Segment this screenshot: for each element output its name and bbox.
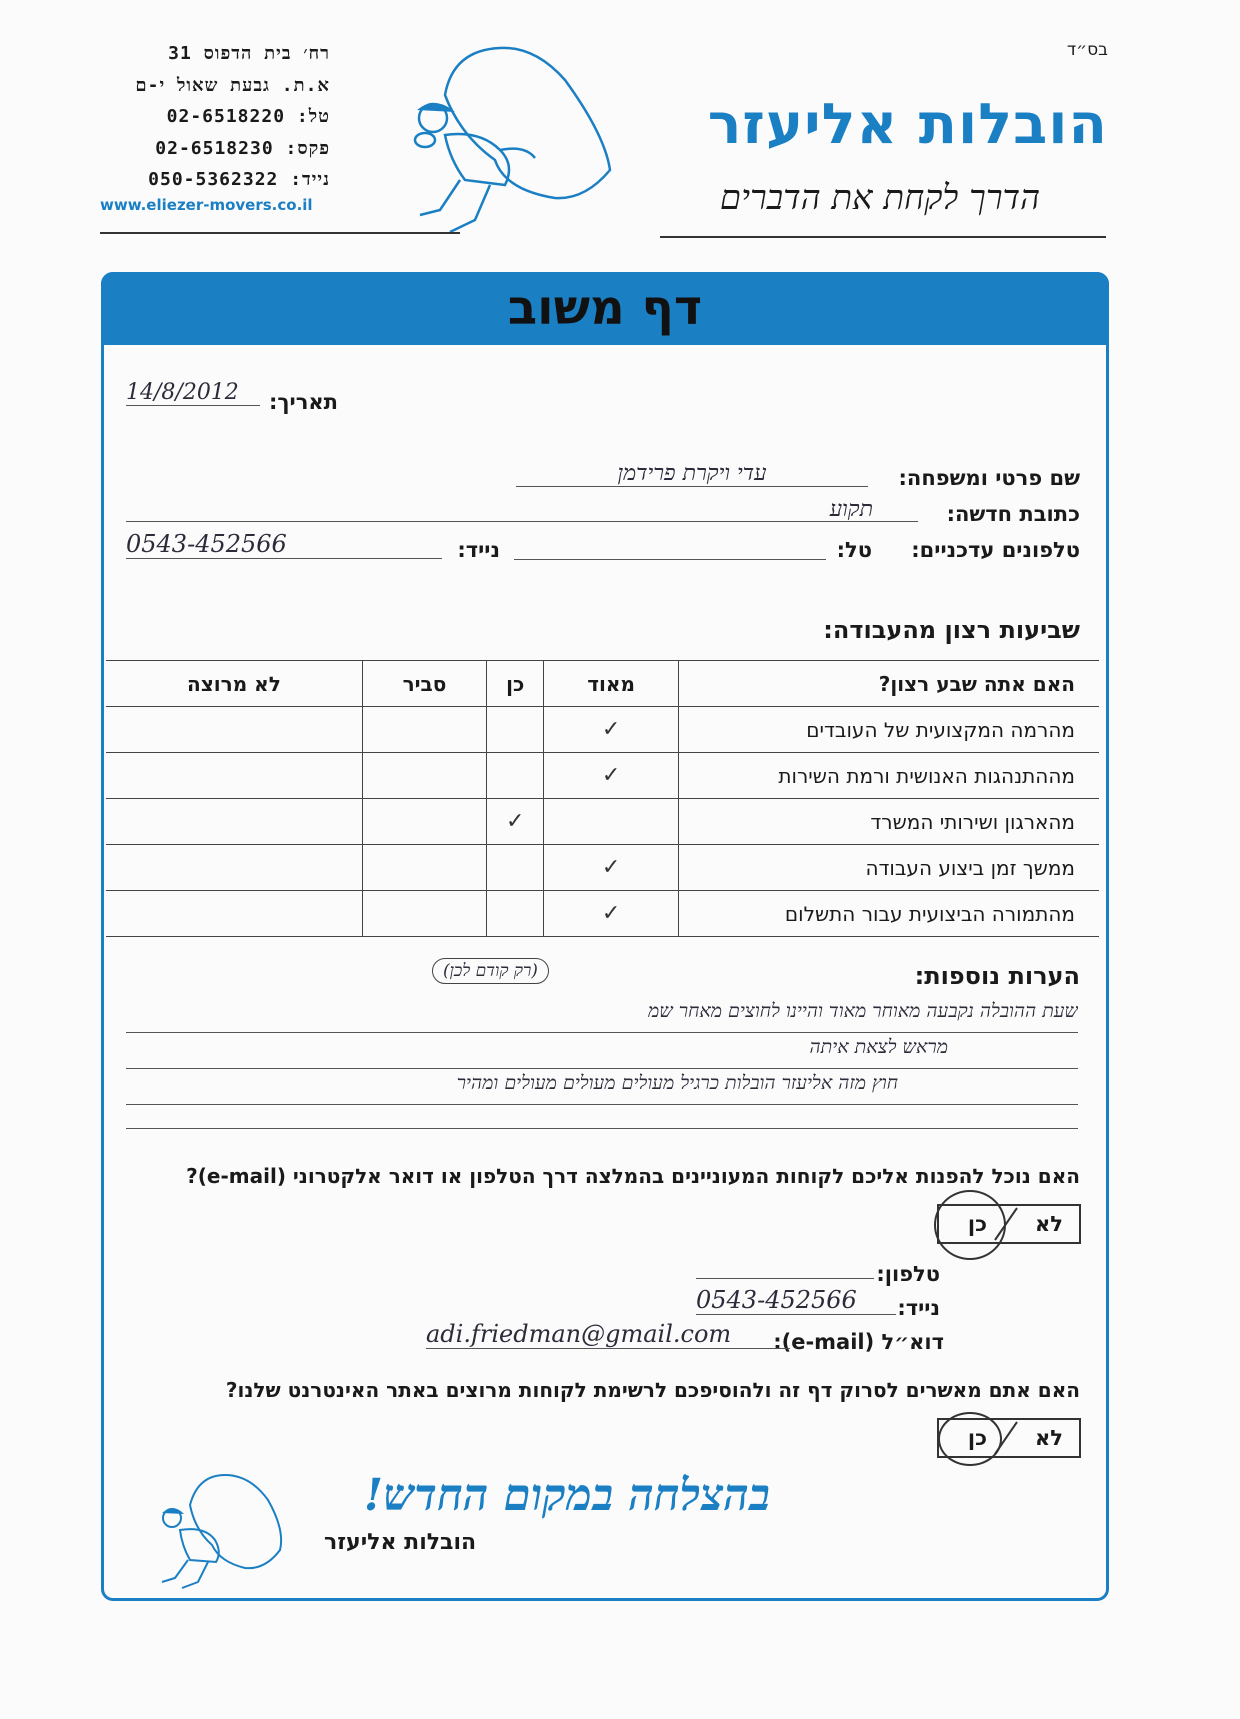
contact-mobile: נייד: 050-5362322 [148,169,330,190]
referral-phone-field[interactable] [696,1254,874,1279]
row-label: ממשך זמן ביצוע העבודה [679,845,1100,891]
comment-line-2[interactable] [126,1036,1078,1069]
referral-phone-label: טלפון: [876,1262,940,1286]
col-not-satisfied: לא מרוצה [106,661,362,707]
mover-mascot-small-logo [150,1470,290,1590]
mark-cell[interactable] [106,753,362,799]
date-label: תאריך: [269,390,338,414]
footer-signature: הובלות אליעזר [324,1530,477,1555]
tel-field[interactable] [514,534,826,560]
comment-annotation: (רק קודם לכן) [432,958,549,984]
referral-email-label: דוא״ל (e-mail): [773,1330,944,1354]
consent-no-option[interactable]: לא [1035,1426,1063,1450]
mark-cell[interactable] [362,799,486,845]
date-field[interactable]: 14/8/2012 [126,380,260,406]
satisfaction-table [106,660,1099,937]
table-row [106,753,1099,799]
mark-cell[interactable]: ✓ [544,707,679,753]
mark-cell[interactable]: ✓ [544,753,679,799]
mark-cell[interactable] [106,891,362,937]
mark-cell[interactable] [106,799,362,845]
form-title: דף משוב [507,280,703,336]
mark-cell[interactable] [362,891,486,937]
mark-cell[interactable] [487,845,544,891]
table-header-row [106,661,1099,707]
bsd-mark: בס״ד [1066,40,1108,60]
mark-cell[interactable]: ✓ [544,845,679,891]
mark-cell[interactable] [487,753,544,799]
address-label: כתובת חדשה: [946,502,1080,526]
referral-email-field[interactable]: adi.friedman@gmail.com [426,1320,790,1349]
contact-phone: טל: 02-6518220 [166,106,330,127]
contact-info [100,38,330,196]
mark-cell[interactable] [487,707,544,753]
comment-line-4[interactable] [126,1128,1078,1129]
mark-cell[interactable] [487,891,544,937]
mark-cell[interactable] [106,707,362,753]
comments-heading: הערות נוספות: [914,962,1080,990]
mark-cell[interactable] [362,845,486,891]
table-row [106,845,1099,891]
comment-line-3[interactable] [126,1072,1078,1105]
tel-label: טל: [836,538,872,562]
header-divider-right [660,236,1106,238]
footer-greeting: בהצלחה במקום החדש! [363,1470,770,1521]
consent-question: האם אתם מאשרים לסרוק דף זה ולהוסיפכם לרשימת לקוחות מרוצים באתר האינטרנט שלנו? [225,1378,1080,1402]
mark-cell[interactable] [106,845,362,891]
brand-name: הובלות אליעזר [707,92,1108,157]
website-link[interactable]: www.eliezer-movers.co.il [100,196,313,214]
mover-mascot-logo [405,40,625,240]
name-field[interactable]: עדי ויקרת פרידמן [516,460,868,487]
consent-yes-option[interactable]: כן [967,1426,987,1450]
phones-label: טלפונים עדכניים: [911,538,1080,562]
row-label: מהארגון ושירותי המשרד [679,799,1100,845]
row-label: מהרמה המקצועית של העובדים [679,707,1100,753]
col-very: מאוד [544,661,679,707]
mark-cell[interactable]: ✓ [544,891,679,937]
row-label: מההתנהגות האנושית ורמת השירות [679,753,1100,799]
mark-cell[interactable]: ✓ [487,799,544,845]
referral-no-option[interactable]: לא [1035,1212,1063,1236]
mark-cell[interactable] [362,707,486,753]
address-value: תקוע [829,497,873,522]
slogan: הדרך לקחת את הדברים [719,178,1040,218]
col-yes: כן [487,661,544,707]
referral-yes-circle [934,1190,1006,1260]
table-row [106,707,1099,753]
referral-mobile-label: נייד: [897,1296,940,1320]
col-reasonable: סביר [362,661,486,707]
consent-yes-circle [938,1412,1002,1466]
col-question: האם אתה שבע רצון? [679,661,1100,707]
header-divider-left [100,232,460,234]
referral-yes-option[interactable]: כן [967,1212,987,1236]
contact-area: א.ת. גבעת שאול י-ם [135,74,330,96]
comment-line-2-text: מראש לצאת איתה [809,1036,948,1058]
address-field[interactable] [126,496,918,522]
mobile-field[interactable]: 0543-452566 [126,530,442,559]
contact-fax: פקס: 02-6518230 [155,137,330,159]
contact-address: רח׳ בית הדפוס 31 [168,43,330,64]
mark-cell[interactable] [544,799,679,845]
satisfaction-heading: שביעות רצון מהעבודה: [823,616,1080,644]
row-label: מהתמורה הביצועית עבור התשלום [679,891,1100,937]
table-row [106,799,1099,845]
comment-line-3-text: חוץ מזה אליעזר הובלות כרגיל מעולים מעולים מעולים ומהיר [456,1072,898,1094]
mark-cell[interactable] [362,753,486,799]
comment-line-1[interactable]: שעת ההובלה נקבעה מאוחר מאוד והיינו לחוצים מאחר שמ [126,1000,1078,1033]
mobile-label: נייד: [457,538,500,562]
name-label: שם פרטי ומשפחה: [898,466,1080,490]
referral-mobile-field[interactable]: 0543-452566 [696,1286,896,1315]
referral-question: האם נוכל להפנות אליכם לקוחות המעוניינים בהמלצה דרך הטלפון או דואר אלקטרוני (e-mail)? [186,1164,1080,1188]
table-row [106,891,1099,937]
